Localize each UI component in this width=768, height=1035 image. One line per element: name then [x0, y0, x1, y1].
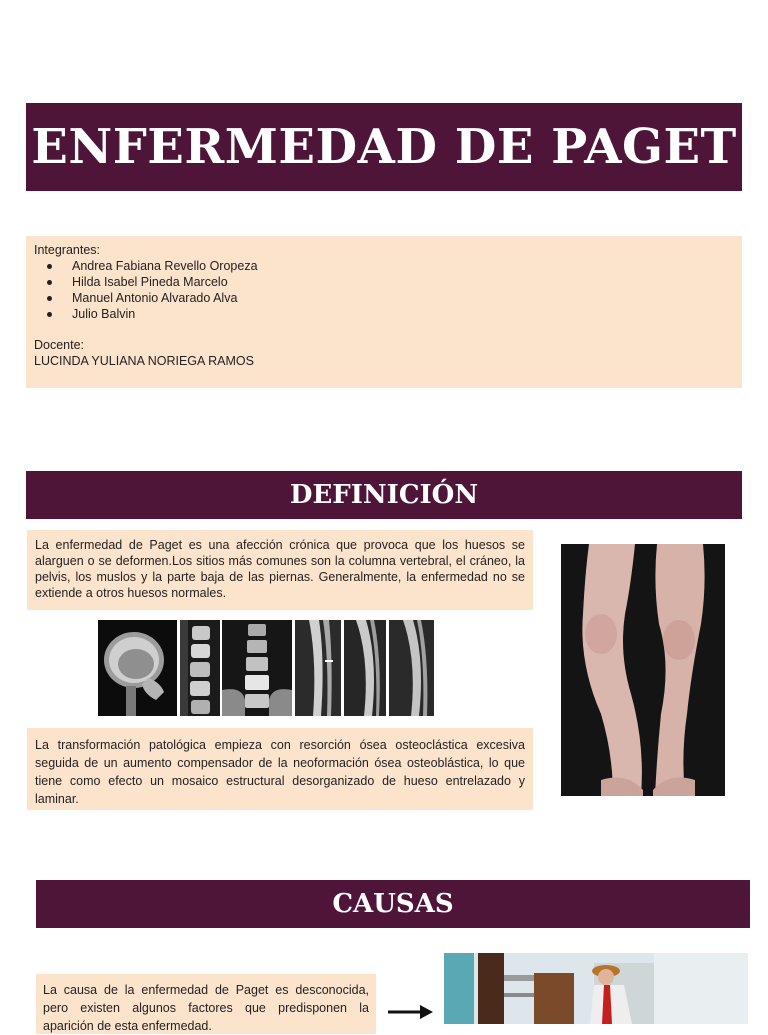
bowed-legs-photo — [561, 544, 725, 796]
member-item: Julio Balvin — [34, 306, 734, 322]
member-item: Andrea Fabiana Revello Oropeza — [34, 258, 734, 274]
leg-xray-image-3 — [389, 620, 434, 716]
docente-label: Docente: — [34, 338, 85, 352]
elderly-man-photo — [444, 953, 748, 1024]
definicion-paragraph-2: La transformación patológica empieza con resorción ósea osteoclástica excesiva seguida de un aumento compensador de la neoformación ósea osteoblástica, lo que tiene como efecto un mosaico estructural desorganizado de hueso entrelazado y laminar. — [27, 728, 533, 810]
members-list — [34, 258, 734, 322]
definicion-heading: DEFINICIÓN — [289, 480, 479, 510]
integrantes-label: Integrantes: — [34, 243, 101, 257]
spine-xray-image — [180, 620, 220, 716]
members-panel — [26, 236, 742, 388]
member-item: Manuel Antonio Alvarado Alva — [34, 290, 734, 306]
title-banner — [26, 103, 742, 191]
leg-xray-image-1 — [295, 620, 341, 716]
arrow-right-icon — [388, 1004, 434, 1020]
causas-heading: CAUSAS — [332, 889, 454, 919]
leg-xray-image-2 — [344, 620, 386, 716]
definicion-banner — [26, 471, 742, 519]
definicion-paragraph-1: La enfermedad de Paget es una afección crónica que provoca que los huesos se alarguen o se deformen.Los sitios más comunes son la columna vertebral, el cráneo, la pelvis, los muslos y la parte baja de las piernas. Generalmente, la enfermedad no se extiende a otros huesos normales. — [27, 530, 533, 610]
causas-paragraph: La causa de la enfermedad de Paget es desconocida, pero existen algunos factores que predisponen la aparición de esta enfermedad. — [36, 974, 376, 1034]
skull-xray-image — [98, 620, 177, 716]
causas-banner — [36, 880, 750, 928]
page-title: ENFERMEDAD DE PAGET — [31, 119, 737, 175]
pelvis-xray-image — [222, 620, 292, 716]
member-item: Hilda Isabel Pineda Marcelo — [34, 274, 734, 290]
docente-name: LUCINDA YULIANA NORIEGA RAMOS — [34, 354, 254, 368]
